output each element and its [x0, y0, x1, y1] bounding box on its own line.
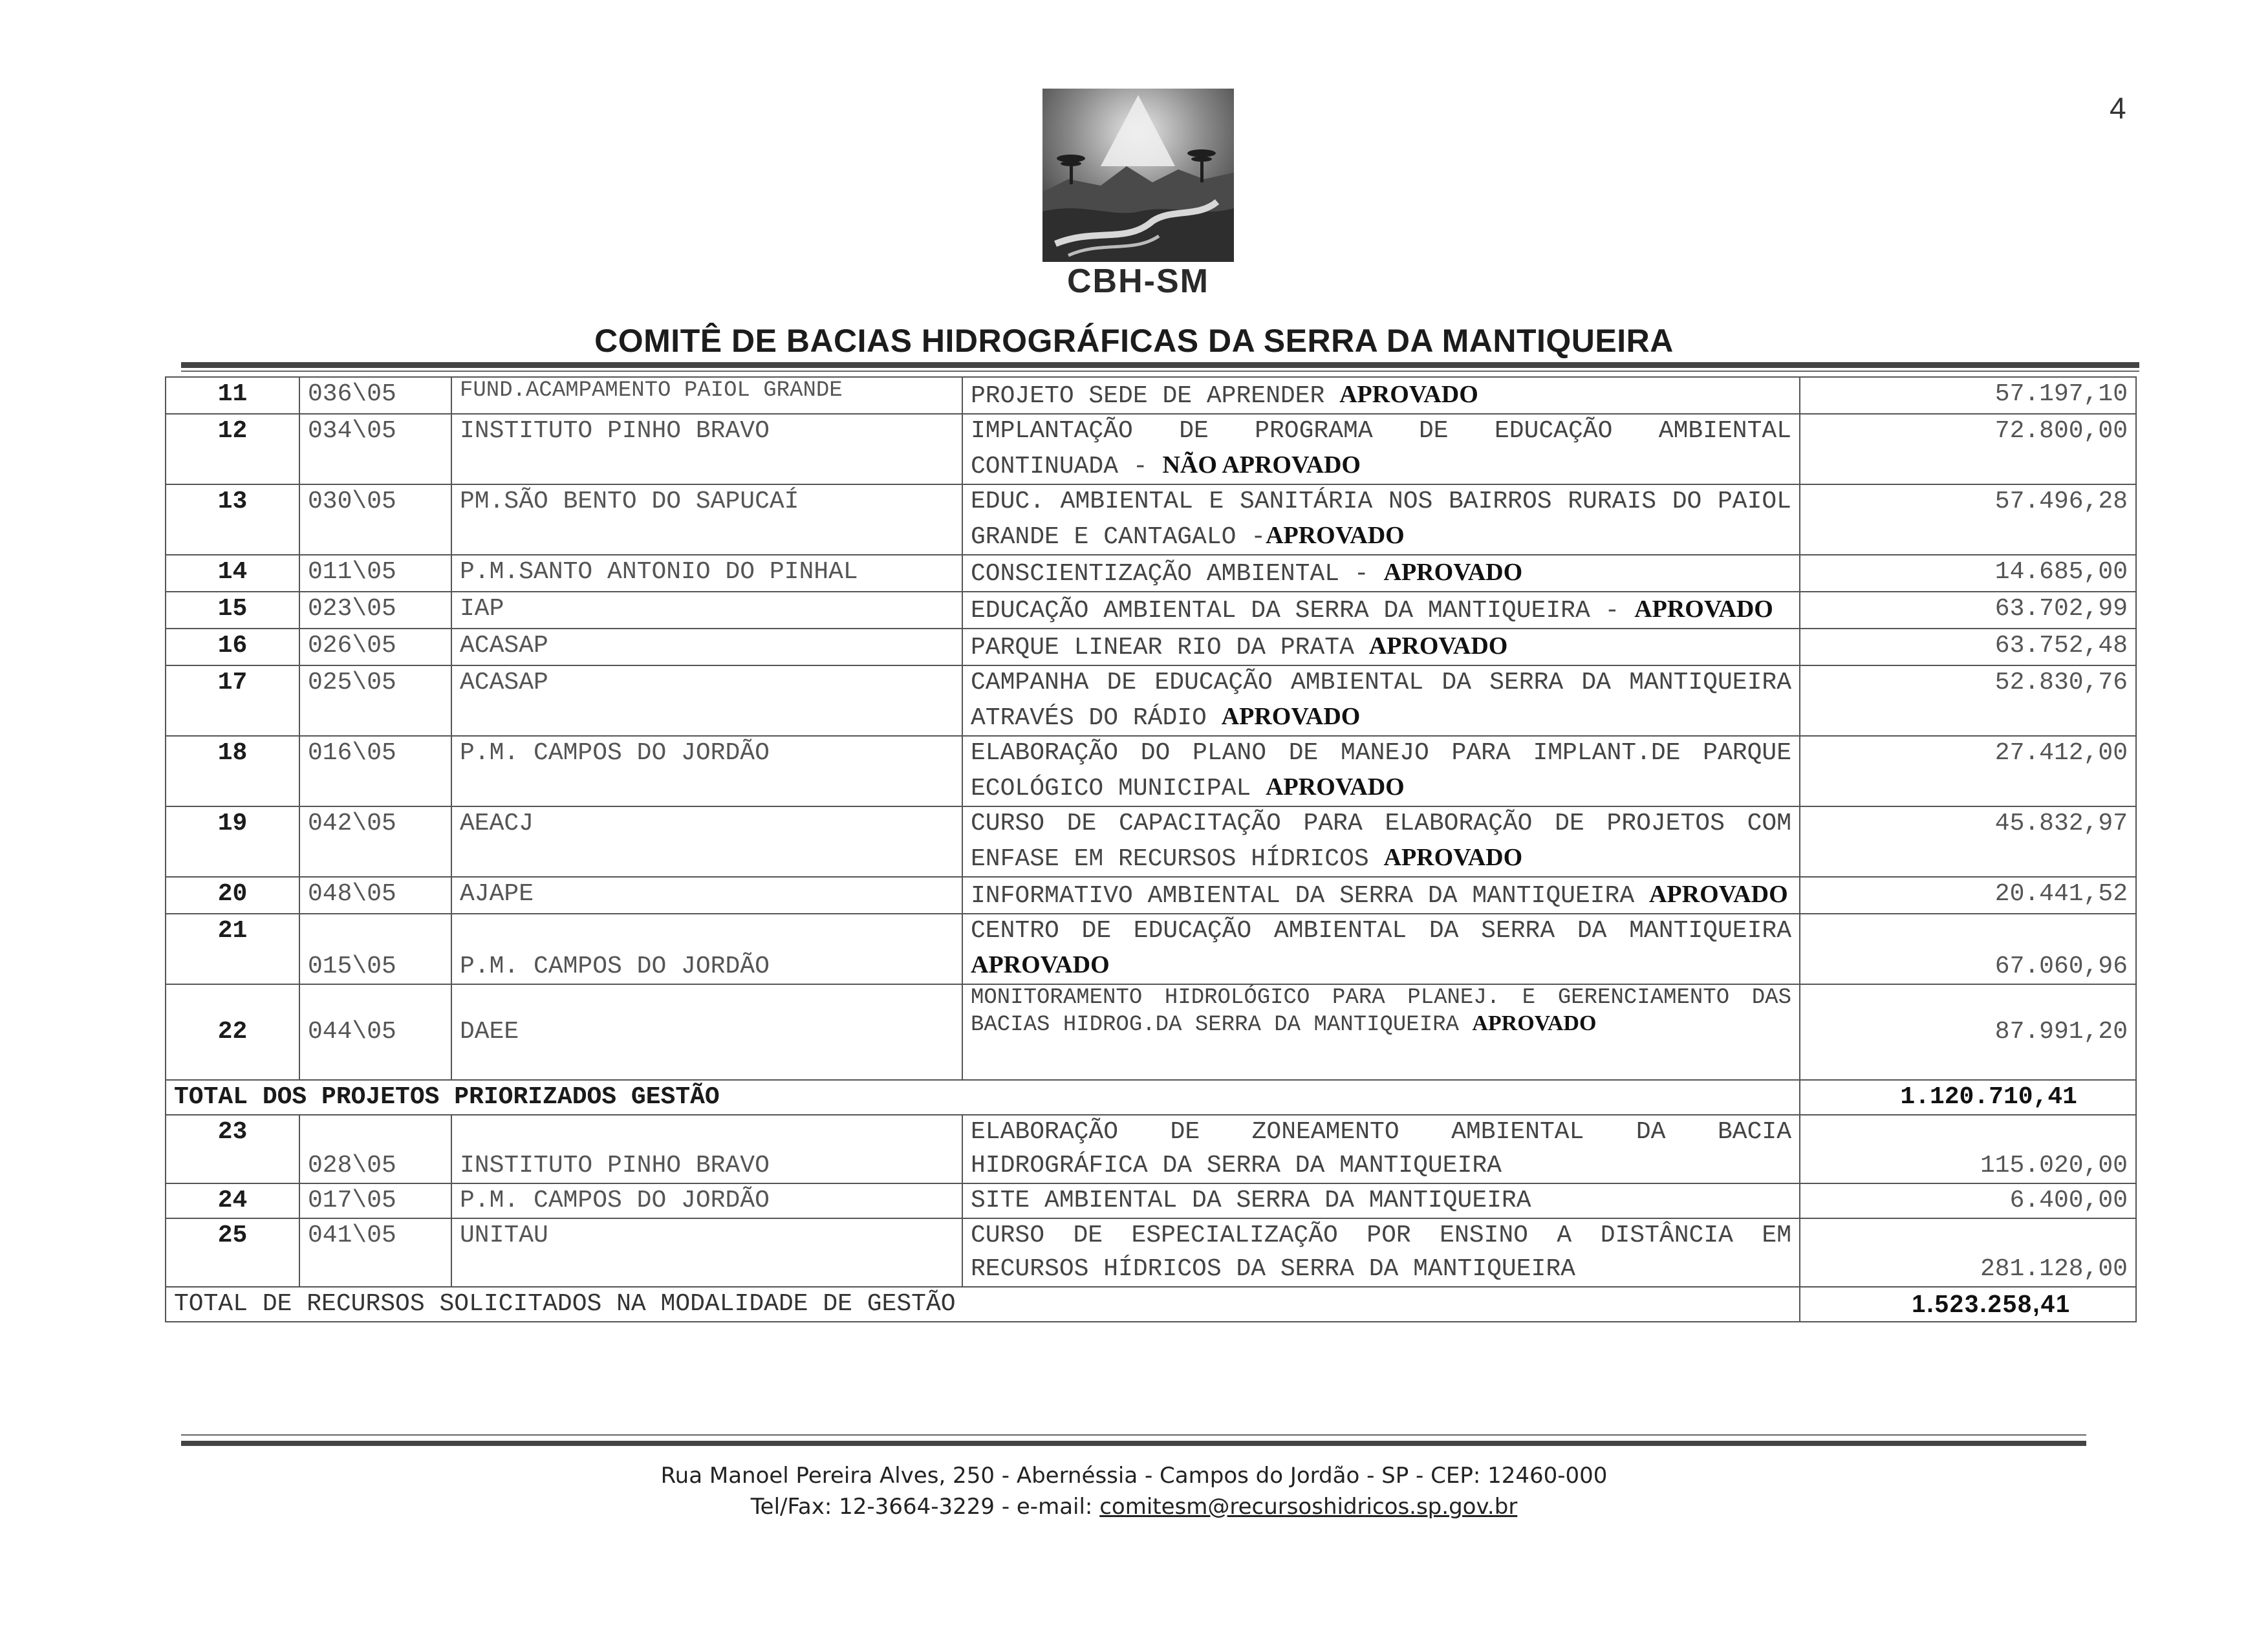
description-text: CURSO DE CAPACITAÇÃO PARA ELABORAÇÃO DE PROJETOS COM ENFASE EM RECURSOS HÍDRICOS [971, 810, 1791, 873]
process-code: 042\05 [299, 806, 451, 877]
status-label: APROVADO [1221, 703, 1361, 730]
row-number: 12 [166, 414, 299, 484]
description-text: EDUCAÇÃO AMBIENTAL DA SERRA DA MANTIQUEIRA - [971, 597, 1620, 625]
row-number: 13 [166, 484, 299, 555]
description-text: EDUC. AMBIENTAL E SANITÁRIA NOS BAIRROS RURAIS DO PAIOL GRANDE E CANTAGALO - [971, 488, 1791, 551]
description-text: CENTRO DE EDUCAÇÃO AMBIENTAL DA SERRA DA MANTIQUEIRA [971, 917, 1791, 945]
description-text: CONSCIENTIZAÇÃO AMBIENTAL - [971, 560, 1369, 588]
project-description [962, 414, 1800, 484]
row-number: 23 [166, 1115, 299, 1183]
description-text: INFORMATIVO AMBIENTAL DA SERRA DA MANTIQUEIRA [971, 882, 1635, 910]
project-value: 67.060,96 [1800, 914, 2136, 984]
row-number: 14 [166, 555, 299, 592]
mountain-river-logo-icon [1042, 89, 1234, 262]
total-solicitados-value: 1.523.258,41 [1800, 1287, 2136, 1322]
project-value: 45.832,97 [1800, 806, 2136, 877]
total-priorizados-label: TOTAL DOS PROJETOS PRIORIZADOS GESTÃO [166, 1080, 1800, 1115]
process-code: 026\05 [299, 629, 451, 665]
entity-name: ACASAP [451, 629, 962, 665]
organization-title: COMITÊ DE BACIAS HIDROGRÁFICAS DA SERRA DA MANTIQUEIRA [594, 323, 1674, 359]
project-description: ELABORAÇÃO DE ZONEAMENTO AMBIENTAL DA BACIA HIDROGRÁFICA DA SERRA DA MANTIQUEIRA [962, 1115, 1800, 1183]
entity-name: UNITAU [451, 1218, 962, 1287]
process-code: 030\05 [299, 484, 451, 555]
row-number: 20 [166, 877, 299, 914]
project-value: 14.685,00 [1800, 555, 2136, 592]
process-code: 025\05 [299, 665, 451, 736]
page-number: 4 [2110, 91, 2126, 125]
project-value: 57.496,28 [1800, 484, 2136, 555]
projects-table [165, 376, 2137, 1322]
table-row [166, 414, 2136, 484]
footer-phone: Tel/Fax: 12-3664-3229 - e-mail: [750, 1494, 1100, 1520]
entity-name: PM.SÃO BENTO DO SAPUCAÍ [451, 484, 962, 555]
project-value: 87.991,20 [1800, 984, 2136, 1080]
row-number: 22 [166, 984, 299, 1080]
logo-text: CBH-SM [1067, 263, 1209, 300]
status-label: APROVADO [1472, 1011, 1597, 1035]
status-label: APROVADO [1339, 381, 1478, 408]
entity-name: INSTITUTO PINHO BRAVO [451, 414, 962, 484]
table-row [166, 1115, 2136, 1183]
total-priorizados-value: 1.120.710,41 [1800, 1080, 2136, 1115]
row-number: 18 [166, 736, 299, 806]
footer-contact [0, 1494, 2268, 1520]
table-row [166, 592, 2136, 629]
process-code: 044\05 [299, 984, 451, 1080]
row-number: 16 [166, 629, 299, 665]
project-description [962, 984, 1800, 1080]
project-value: 57.197,10 [1800, 377, 2136, 414]
entity-name: P.M.SANTO ANTONIO DO PINHAL [451, 555, 962, 592]
process-code: 041\05 [299, 1218, 451, 1287]
project-description [962, 629, 1800, 665]
project-description [962, 377, 1800, 414]
project-value: 63.702,99 [1800, 592, 2136, 629]
process-code: 023\05 [299, 592, 451, 629]
cbh-sm-logo [1042, 89, 1234, 300]
entity-name: ACASAP [451, 665, 962, 736]
total-solicitados-row [166, 1287, 2136, 1322]
footer-email-link[interactable]: comitesm@recursoshidricos.sp.gov.br [1099, 1494, 1518, 1520]
table-row [166, 806, 2136, 877]
status-label: APROVADO [1634, 596, 1773, 623]
status-label: APROVADO [1368, 632, 1508, 660]
process-code: 016\05 [299, 736, 451, 806]
footer-rule [181, 1441, 2086, 1446]
project-description: SITE AMBIENTAL DA SERRA DA MANTIQUEIRA [962, 1183, 1800, 1218]
status-label: APROVADO [1266, 773, 1405, 801]
total-priorizados-row [166, 1080, 2136, 1115]
row-number: 24 [166, 1183, 299, 1218]
description-text: CAMPANHA DE EDUCAÇÃO AMBIENTAL DA SERRA DA MANTIQUEIRA ATRAVÉS DO RÁDIO [971, 669, 1791, 732]
entity-name: AJAPE [451, 877, 962, 914]
project-value: 20.441,52 [1800, 877, 2136, 914]
process-code: 036\05 [299, 377, 451, 414]
description-text: PROJETO SEDE DE APRENDER [971, 382, 1325, 410]
project-description: CURSO DE ESPECIALIZAÇÃO POR ENSINO A DISTÂNCIA EM RECURSOS HÍDRICOS DA SERRA DA MANTIQUEIRA [962, 1218, 1800, 1287]
process-code: 034\05 [299, 414, 451, 484]
projects-table-body [166, 377, 2136, 1322]
entity-name: INSTITUTO PINHO BRAVO [451, 1115, 962, 1183]
row-number: 21 [166, 914, 299, 984]
table-row [166, 665, 2136, 736]
entity-name: P.M. CAMPOS DO JORDÃO [451, 1183, 962, 1218]
project-value: 72.800,00 [1800, 414, 2136, 484]
project-description [962, 665, 1800, 736]
table-row [166, 736, 2136, 806]
project-value: 6.400,00 [1800, 1183, 2136, 1218]
process-code: 015\05 [299, 914, 451, 984]
project-value: 27.412,00 [1800, 736, 2136, 806]
status-label: APROVADO [1648, 881, 1788, 908]
description-text: MONITORAMENTO HIDROLÓGICO PARA PLANEJ. E GERENCIAMENTO DAS BACIAS HIDROG.DA SERRA DA MANTIQUEIRA [971, 986, 1791, 1037]
table-row [166, 1218, 2136, 1287]
row-number: 11 [166, 377, 299, 414]
project-value: 281.128,00 [1800, 1218, 2136, 1287]
total-solicitados-label: TOTAL DE RECURSOS SOLICITADOS NA MODALIDADE DE GESTÃO [166, 1287, 1800, 1322]
project-description [962, 914, 1800, 984]
project-description [962, 806, 1800, 877]
status-label: APROVADO [1383, 559, 1523, 586]
entity-name: DAEE [451, 984, 962, 1080]
process-code: 011\05 [299, 555, 451, 592]
project-description [962, 736, 1800, 806]
header-rule [181, 362, 2139, 368]
table-row [166, 629, 2136, 665]
row-number: 15 [166, 592, 299, 629]
footer-address: Rua Manoel Pereira Alves, 250 - Abernéssia - Campos do Jordão - SP - CEP: 12460-000 [660, 1463, 1608, 1489]
process-code: 028\05 [299, 1115, 451, 1183]
process-code: 048\05 [299, 877, 451, 914]
status-label: APROVADO [1383, 844, 1523, 871]
table-row [166, 984, 2136, 1080]
entity-name: IAP [451, 592, 962, 629]
row-number: 19 [166, 806, 299, 877]
project-description [962, 484, 1800, 555]
project-value: 63.752,48 [1800, 629, 2136, 665]
description-text: PARQUE LINEAR RIO DA PRATA [971, 634, 1354, 662]
table-row [166, 555, 2136, 592]
table-row [166, 377, 2136, 414]
project-value: 52.830,76 [1800, 665, 2136, 736]
table-row [166, 1183, 2136, 1218]
table-row [166, 914, 2136, 984]
row-number: 25 [166, 1218, 299, 1287]
status-label: APROVADO [971, 951, 1110, 978]
entity-name: FUND.ACAMPAMENTO PAIOL GRANDE [451, 377, 962, 414]
project-value: 115.020,00 [1800, 1115, 2136, 1183]
entity-name: AEACJ [451, 806, 962, 877]
description-text: IMPLANTAÇÃO DE PROGRAMA DE EDUCAÇÃO AMBIENTAL CONTINUADA - [971, 417, 1791, 480]
row-number: 17 [166, 665, 299, 736]
table-row [166, 484, 2136, 555]
entity-name: P.M. CAMPOS DO JORDÃO [451, 914, 962, 984]
entity-name: P.M. CAMPOS DO JORDÃO [451, 736, 962, 806]
project-description [962, 555, 1800, 592]
status-label: NÃO APROVADO [1162, 451, 1361, 479]
table-row [166, 877, 2136, 914]
project-description [962, 877, 1800, 914]
status-label: APROVADO [1266, 522, 1405, 549]
project-description [962, 592, 1800, 629]
process-code: 017\05 [299, 1183, 451, 1218]
description-text: ELABORAÇÃO DO PLANO DE MANEJO PARA IMPLANT.DE PARQUE ECOLÓGICO MUNICIPAL [971, 739, 1791, 803]
